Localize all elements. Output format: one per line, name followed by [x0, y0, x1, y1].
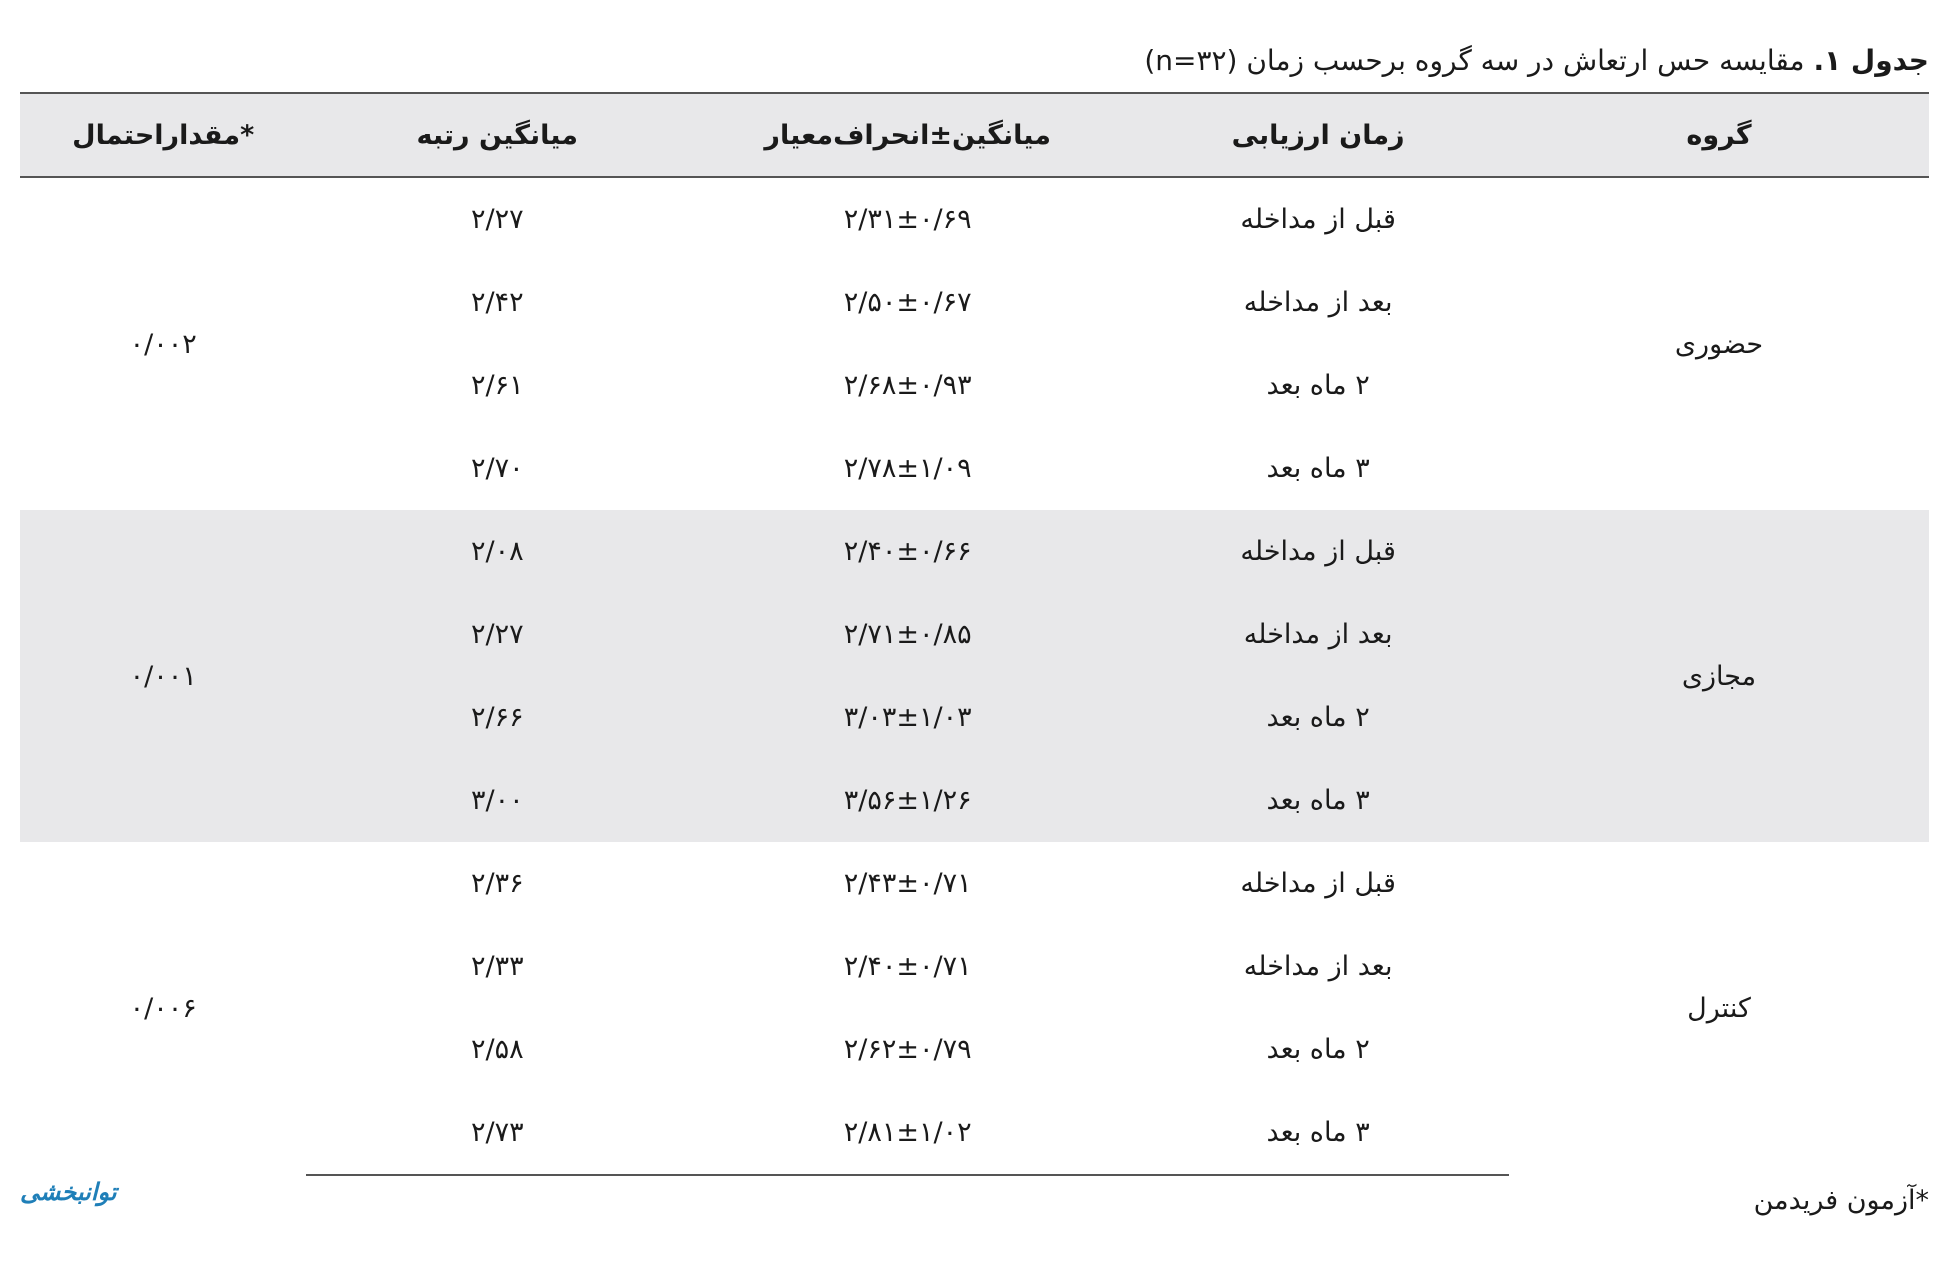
mean-sd-cell: ۲/۷۱±۰/۸۵ — [688, 593, 1127, 676]
mean-sd-cell: ۲/۳۱±۰/۶۹ — [843, 204, 972, 235]
header-mean-rank: میانگین رتبه — [306, 93, 688, 177]
table-row — [20, 177, 1929, 261]
mean-rank-cell: ۲/۶۱ — [470, 370, 524, 401]
table-row — [20, 510, 1929, 593]
journal-logo: توانبخشی — [20, 1178, 117, 1206]
time-cell: قبل از مداخله — [1240, 868, 1396, 899]
group-block-control — [20, 842, 1929, 1175]
time-cell: بعد از مداخله — [1243, 287, 1393, 318]
mean-rank-cell: ۲/۳۳ — [470, 951, 524, 982]
group-name: مجازی — [1509, 510, 1929, 842]
mean-sd-cell: ۲/۴۳±۰/۷۱ — [843, 868, 972, 899]
mean-rank-cell: ۲/۷۳ — [306, 1091, 688, 1175]
table-footnote: *آزمون فریدمن — [1753, 1185, 1929, 1216]
header-p-value: *مقداراحتمال — [20, 93, 306, 177]
group-block-virtual — [20, 510, 1929, 842]
caption-text: مقایسه حس ارتعاش در سه گروه برحسب زمان (n=۳۲) — [1144, 44, 1805, 77]
header-time: زمان ارزیابی — [1127, 93, 1509, 177]
mean-sd-cell: ۲/۴۰±۰/۷۱ — [843, 951, 972, 982]
header-mean-sd: میانگین±انحراف‌معیار — [688, 93, 1127, 177]
mean-sd-cell: ۲/۶۸±۰/۹۳ — [843, 370, 972, 401]
mean-sd-cell: ۲/۴۰±۰/۶۶ — [688, 510, 1127, 593]
table-caption — [1144, 44, 1929, 77]
mean-rank-cell: ۲/۲۷ — [306, 593, 688, 676]
mean-sd-cell: ۲/۷۸±۱/۰۹ — [843, 453, 972, 484]
mean-rank-cell: ۲/۶۶ — [306, 676, 688, 759]
table-container — [20, 92, 1929, 1176]
mean-rank-cell: ۲/۴۲ — [470, 287, 524, 318]
mean-sd-cell: ۲/۸۱±۱/۰۲ — [688, 1091, 1127, 1175]
mean-sd-cell: ۳/۵۶±۱/۲۶ — [688, 759, 1127, 842]
p-value-cell: ۰/۰۰۶ — [129, 993, 197, 1024]
p-value-cell: ۰/۰۰۲ — [129, 328, 197, 360]
mean-sd-cell: ۲/۶۲±۰/۷۹ — [843, 1034, 972, 1065]
time-cell: قبل از مداخله — [1127, 510, 1509, 593]
time-cell: بعد از مداخله — [1243, 951, 1393, 982]
mean-sd-cell: ۲/۵۰±۰/۶۷ — [843, 287, 972, 318]
header-row — [20, 93, 1929, 177]
results-table — [20, 92, 1929, 1176]
table-row — [20, 842, 1929, 925]
mean-rank-cell: ۲/۰۸ — [306, 510, 688, 593]
mean-rank-cell: ۲/۲۷ — [470, 204, 524, 235]
time-cell: ۲ ماه بعد — [1266, 1034, 1370, 1065]
caption-label: جدول ۱. — [1813, 44, 1929, 77]
mean-rank-cell: ۲/۳۶ — [470, 868, 524, 899]
mean-rank-cell: ۳/۰۰ — [306, 759, 688, 842]
group-name: حضوری — [1674, 328, 1764, 360]
time-cell: بعد از مداخله — [1127, 593, 1509, 676]
group-block-in-person — [20, 177, 1929, 510]
time-cell: ۳ ماه بعد — [1127, 759, 1509, 842]
time-cell: ۳ ماه بعد — [1266, 453, 1370, 484]
mean-rank-cell: ۲/۵۸ — [470, 1034, 524, 1065]
p-value-cell: ۰/۰۰۱ — [20, 510, 306, 842]
time-cell: ۳ ماه بعد — [1127, 1091, 1509, 1175]
group-name: کنترل — [1687, 993, 1751, 1024]
time-cell: قبل از مداخله — [1240, 204, 1396, 235]
time-cell: ۲ ماه بعد — [1127, 676, 1509, 759]
mean-rank-cell: ۲/۷۰ — [470, 453, 524, 484]
time-cell: ۲ ماه بعد — [1266, 370, 1370, 401]
header-group: گروه — [1509, 93, 1929, 177]
mean-sd-cell: ۳/۰۳±۱/۰۳ — [688, 676, 1127, 759]
